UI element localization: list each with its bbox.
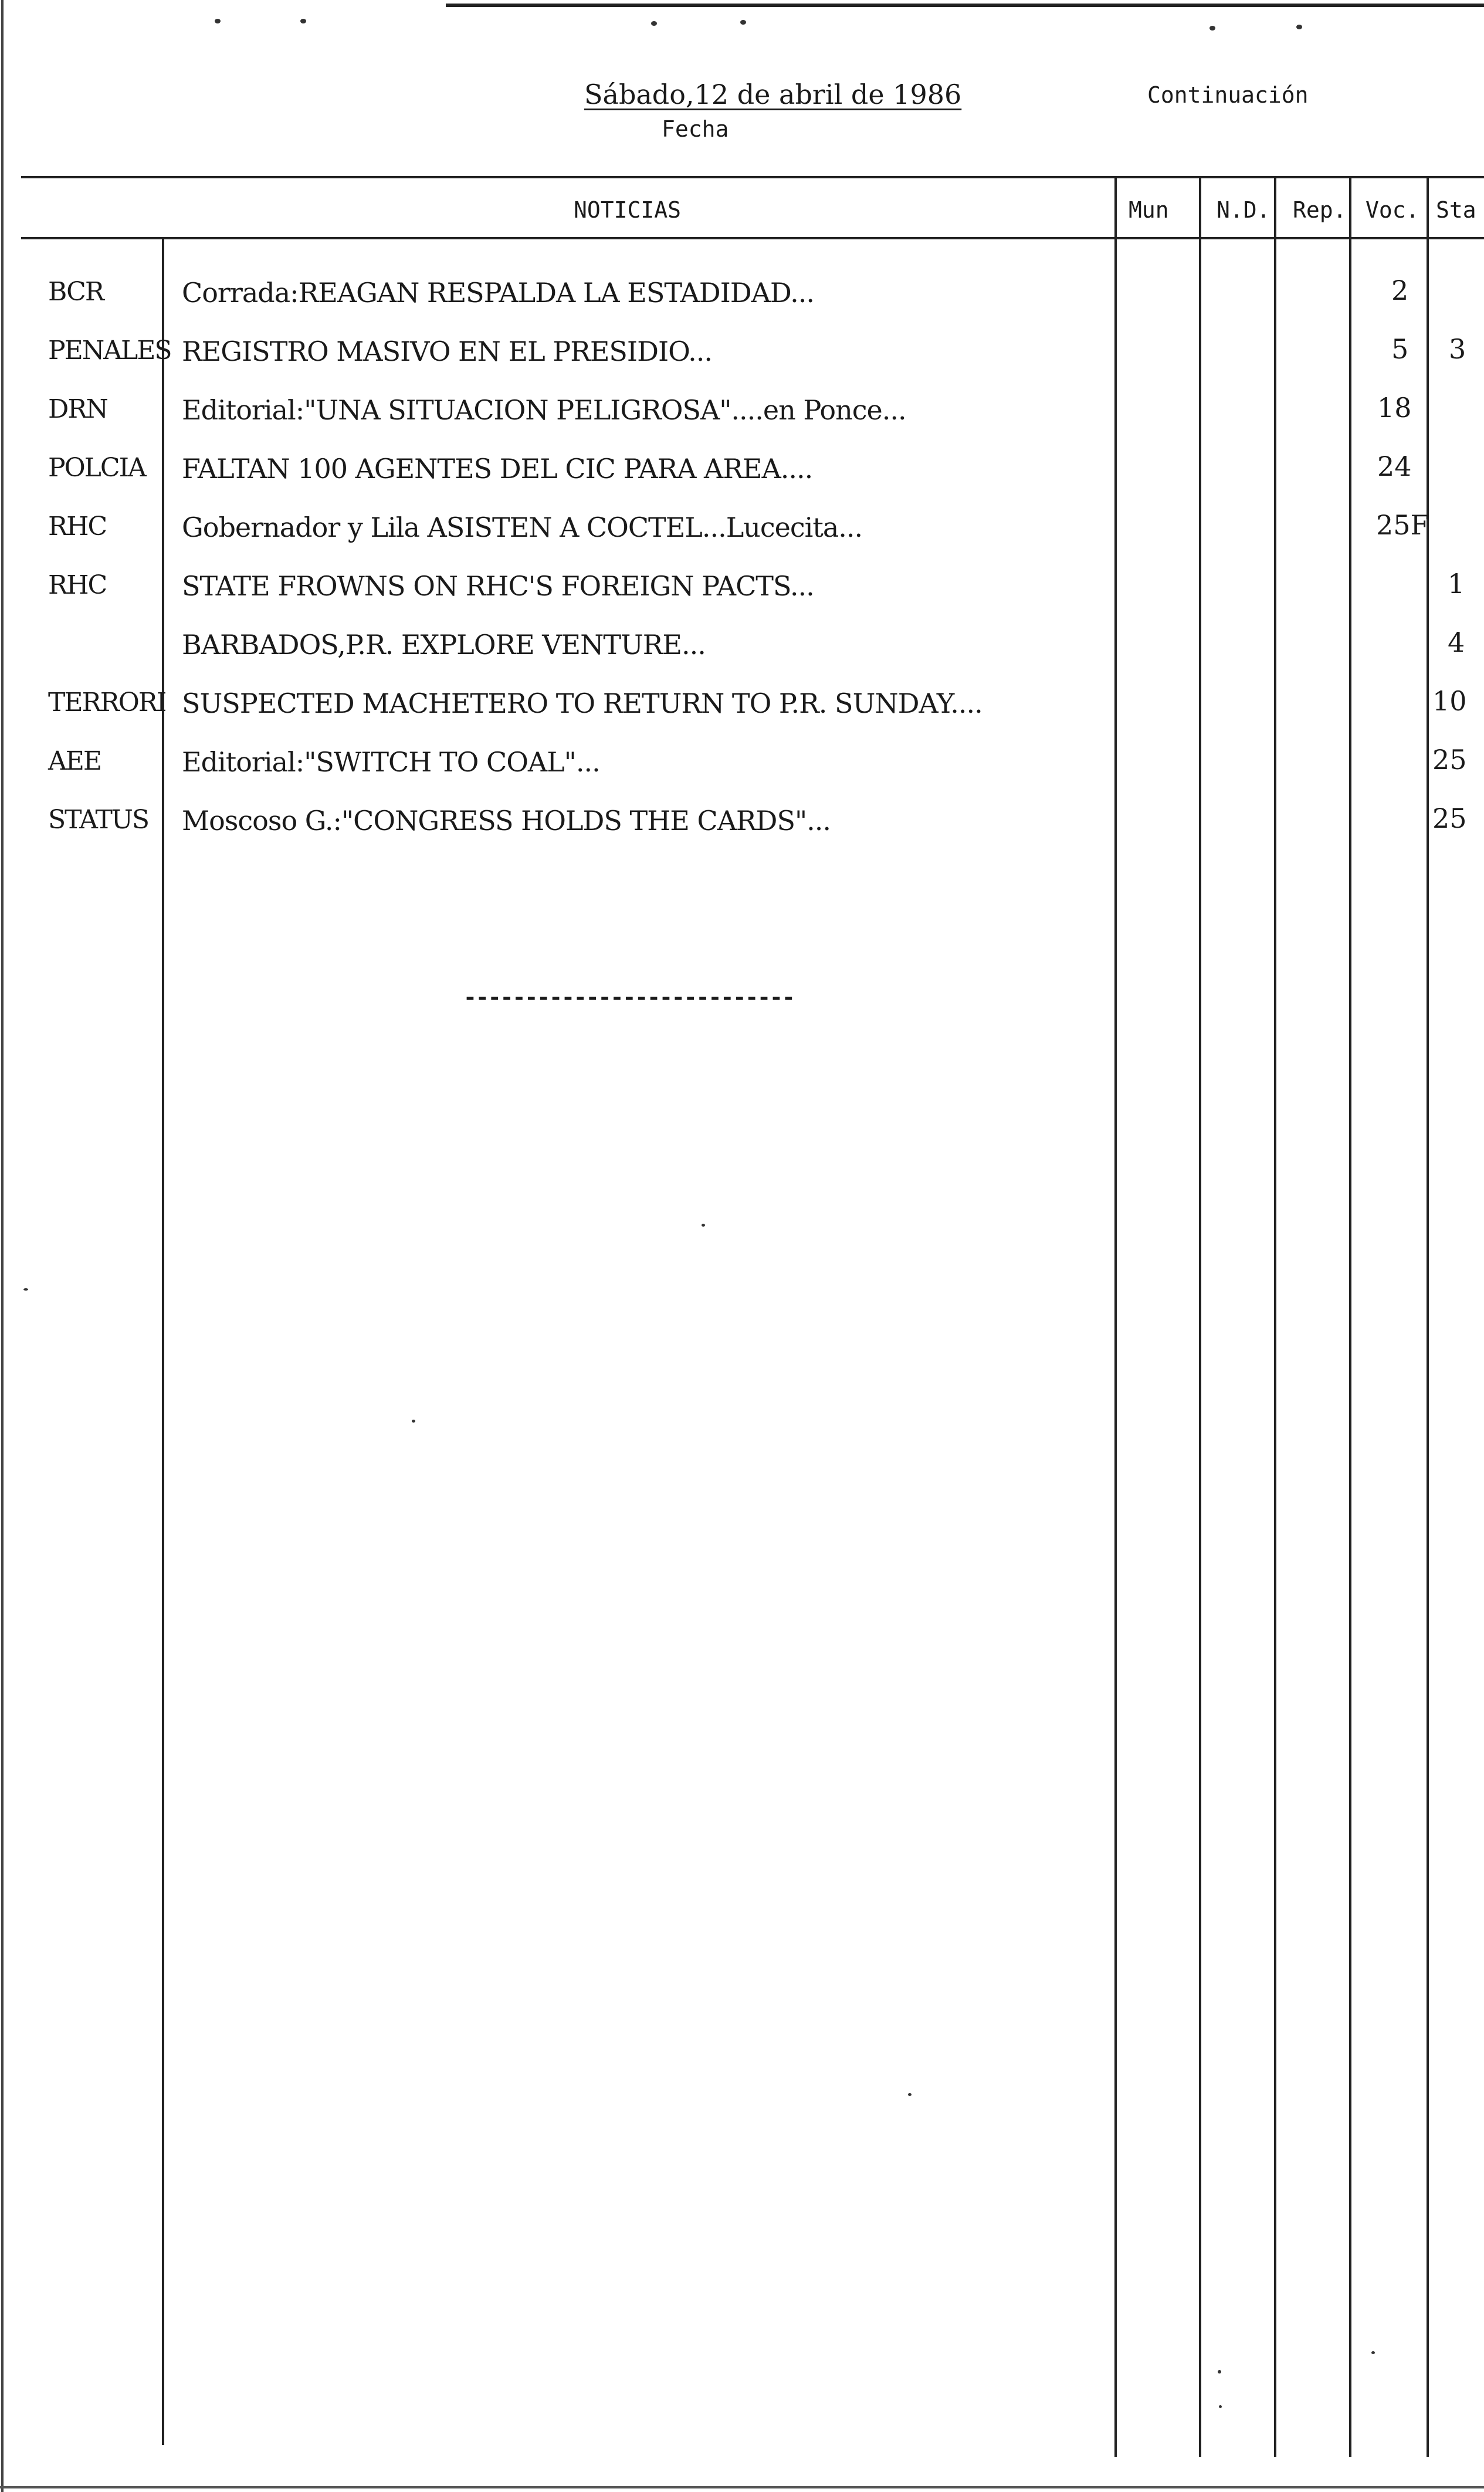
row-headline: SUSPECTED MACHETERO TO RETURN TO P.R. SUNDAY.... (182, 688, 982, 719)
col-divider-nd (1199, 177, 1201, 2457)
col-header-mun: Mun (1129, 197, 1169, 223)
table-top-rule (21, 176, 1484, 178)
date-text: Sábado,12 de abril de 1986 (584, 79, 962, 110)
row-headline: Editorial:"UNA SITUACION PELIGROSA"....en Ponce... (182, 394, 906, 426)
col-divider-code (162, 239, 164, 2445)
col-header-noticias: NOTICIAS (574, 197, 682, 223)
row-voc: 18 (1377, 392, 1412, 424)
row-code: AEE (48, 746, 101, 776)
section-separator: --------------------------- (463, 984, 794, 1010)
row-code: RHC (48, 570, 107, 600)
date-label: Fecha (662, 116, 729, 142)
col-header-rep: Rep. (1293, 197, 1347, 223)
row-star: 4 (1448, 627, 1465, 658)
row-code: PENALES (48, 336, 171, 365)
row-code: DRN (48, 394, 107, 424)
bottom-border (0, 2486, 1484, 2488)
row-voc: 5 (1391, 333, 1409, 365)
row-headline: FALTAN 100 AGENTES DEL CIC PARA AREA.... (182, 453, 813, 485)
row-voc: 25F (1376, 509, 1429, 541)
col-divider-mun (1114, 177, 1117, 2457)
speck (702, 1224, 705, 1227)
speck (1219, 2405, 1222, 2408)
row-headline: Corrada:REAGAN RESPALDA LA ESTADIDAD... (182, 277, 815, 309)
continuation-label: Continuación (1147, 82, 1309, 108)
row-headline: Gobernador y Lila ASISTEN A COCTEL...Lucecita... (182, 512, 863, 543)
speck (412, 1420, 415, 1423)
row-headline: REGISTRO MASIVO EN EL PRESIDIO... (182, 336, 713, 367)
speck (1296, 25, 1302, 29)
left-border (1, 0, 4, 2492)
row-code: STATUS (48, 805, 149, 835)
col-header-star: Sta (1436, 197, 1476, 223)
row-code: BCR (48, 277, 103, 307)
col-header-nd: N.D. (1217, 197, 1270, 223)
row-voc: 24 (1377, 451, 1412, 482)
speck (300, 19, 306, 23)
speck (1218, 2370, 1221, 2374)
col-divider-voc (1349, 177, 1351, 2457)
row-star: 1 (1448, 568, 1465, 600)
row-code: POLCIA (48, 453, 145, 483)
speck (23, 1288, 28, 1291)
table-header-rule (21, 237, 1484, 239)
col-header-voc: Voc. (1366, 197, 1419, 223)
speck (1371, 2351, 1375, 2354)
speck (651, 21, 657, 26)
speck (1209, 26, 1215, 31)
speck (215, 19, 221, 23)
top-border (446, 4, 1484, 7)
row-star: 25 (1432, 744, 1467, 776)
row-headline: BARBADOS,P.R. EXPLORE VENTURE... (182, 629, 706, 661)
row-code: RHC (48, 512, 107, 541)
row-code: TERRORI (48, 688, 166, 717)
row-voc: 2 (1391, 275, 1409, 306)
col-divider-rep (1274, 177, 1276, 2457)
speck (908, 2093, 912, 2096)
speck (740, 20, 746, 25)
row-headline: Editorial:"SWITCH TO COAL"... (182, 746, 600, 778)
row-star: 10 (1432, 685, 1467, 717)
row-headline: Moscoso G.:"CONGRESS HOLDS THE CARDS"... (182, 805, 831, 837)
row-star: 3 (1449, 333, 1466, 365)
row-headline: STATE FROWNS ON RHC'S FOREIGN PACTS... (182, 570, 814, 602)
row-star: 25 (1432, 803, 1467, 834)
